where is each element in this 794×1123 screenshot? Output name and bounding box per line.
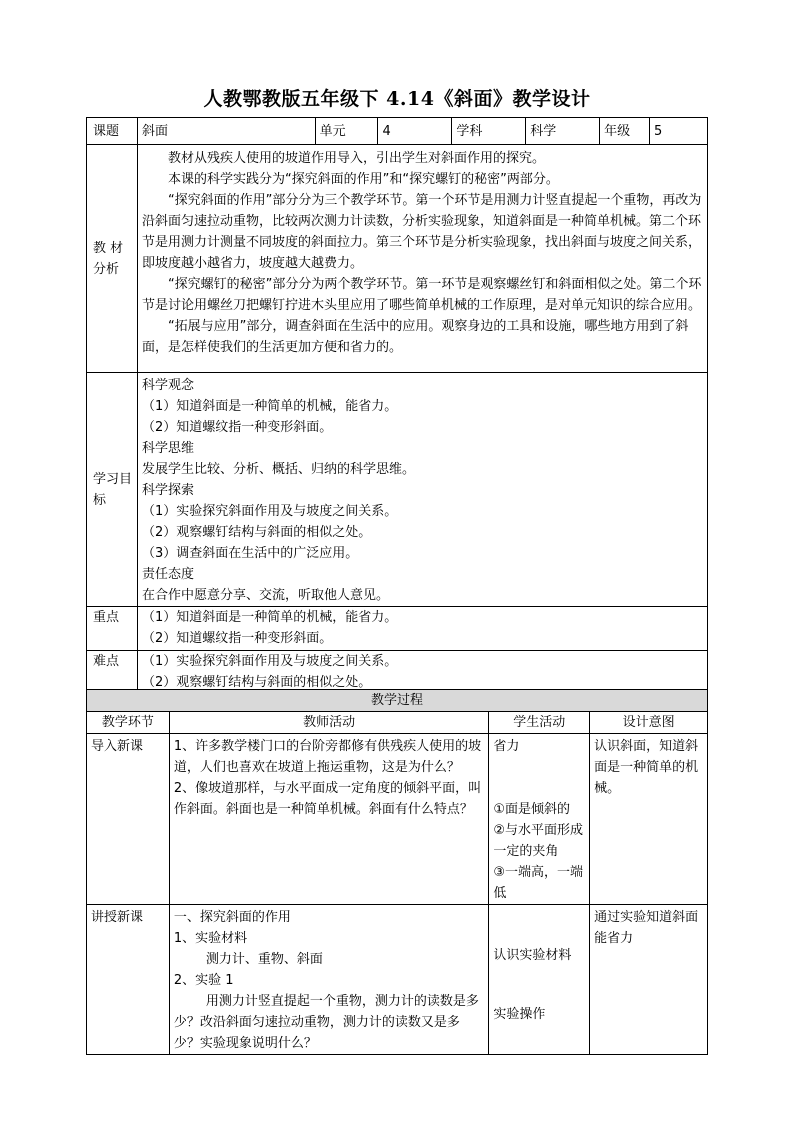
analysis-para: 本课的科学实践分为“探究斜面的作用”和“探究螺钉的秘密”两部分。 bbox=[167, 172, 559, 187]
student-line: ③一端高，一端低 bbox=[493, 865, 583, 901]
student-line: ①面是倾斜的 bbox=[493, 802, 570, 817]
goal-line: 责任态度 bbox=[141, 567, 194, 582]
analysis-para: “拓展与应用”部分，调查斜面在生活中的应用。观察身边的工具和设施，哪些地方用到了斜面，是怎样使我们的生活更加方便和省力的。 bbox=[141, 319, 689, 355]
student-line: ②与水平面形成一定的夹角 bbox=[493, 823, 583, 859]
intro-row bbox=[87, 734, 708, 905]
goals-row bbox=[87, 373, 708, 607]
subject-value: 科学 bbox=[526, 118, 600, 145]
goals-content bbox=[137, 373, 707, 607]
lesson-info-table bbox=[86, 117, 708, 694]
teacher-line: 1、许多教学楼门口的台阶旁都修有供残疾人使用的坡道，人们也喜欢在坡道上拖运重物，这是为什么？ bbox=[173, 739, 482, 775]
key-content bbox=[137, 607, 707, 651]
grade-label: 年级 bbox=[600, 118, 650, 145]
key-points-row bbox=[87, 607, 708, 651]
intro-teacher bbox=[169, 734, 488, 905]
intro-intent: 认识斜面，知道斜面是一种简单的机械。 bbox=[590, 734, 708, 905]
goal-line: 科学探索 bbox=[141, 483, 194, 498]
subject-label: 学科 bbox=[452, 118, 526, 145]
student-line: 认识实验材料 bbox=[493, 948, 572, 963]
info-row bbox=[87, 118, 708, 145]
lecture-intent: 通过实验知道斜面能省力 bbox=[590, 905, 708, 1055]
goal-line: 科学思维 bbox=[141, 441, 194, 456]
difficulty-line: （2）观察螺钉结构与斜面的相似之处。 bbox=[141, 675, 372, 690]
unit-value: 4 bbox=[378, 118, 452, 145]
unit-label: 单元 bbox=[315, 118, 378, 145]
analysis-para: “探究斜面的作用”部分分为三个教学环节。第一个环节是用测力计竖直提起一个重物，再改为沿斜面匀速拉动重物，比较两次测力计读数，分析实验现象，知道斜面是一种简单机械。第二个环节是用测力计测量不同坡度的斜面拉力。第三个环节是分析实验现象，找出斜面与坡度之间关系，即坡度越小越省力，坡度越大越费力。 bbox=[141, 193, 702, 271]
process-header: 教学过程 bbox=[87, 690, 708, 712]
key-line: （1）知道斜面是一种简单的机械，能省力。 bbox=[141, 610, 398, 625]
teacher-line: 1、实验材料 bbox=[173, 931, 248, 946]
intro-student bbox=[489, 734, 590, 905]
key-line: （2）知道螺纹指一种变形斜面。 bbox=[141, 631, 333, 646]
difficulty-content bbox=[137, 651, 707, 694]
process-header-row bbox=[87, 690, 708, 712]
process-columns-row bbox=[87, 712, 708, 734]
goal-line: （1）知道斜面是一种简单的机械，能省力。 bbox=[141, 399, 398, 414]
difficulty-label: 难点 bbox=[87, 651, 138, 694]
topic-value: 斜面 bbox=[137, 118, 315, 145]
difficulty-row bbox=[87, 651, 708, 694]
goals-label: 学习目标 bbox=[87, 373, 138, 607]
grade-value: 5 bbox=[650, 118, 708, 145]
topic-label: 课题 bbox=[87, 118, 138, 145]
teaching-process-table bbox=[86, 689, 708, 1055]
key-label: 重点 bbox=[87, 607, 138, 651]
teacher-line: 测力计、重物、斜面 bbox=[205, 952, 323, 967]
goal-line: 发展学生比较、分析、概括、归纳的科学思维。 bbox=[141, 462, 415, 477]
goal-line: 科学观念 bbox=[141, 378, 194, 393]
page-title: 人教鄂教版五年级下 4.14《斜面》教学设计 bbox=[203, 88, 591, 110]
student-line: 实验操作 bbox=[493, 1007, 546, 1022]
goal-line: 在合作中愿意分享、交流，听取他人意见。 bbox=[141, 588, 389, 603]
lecture-teacher bbox=[169, 905, 488, 1055]
goal-line: （3）调查斜面在生活中的广泛应用。 bbox=[141, 546, 359, 561]
teacher-line: 2、像坡道那样，与水平面成一定角度的倾斜平面，叫作斜面。斜面也是一种简单机械。斜面有什么特点？ bbox=[173, 781, 482, 817]
analysis-para: 教材从残疾人使用的坡道作用导入，引出学生对斜面作用的探究。 bbox=[167, 151, 545, 166]
col-teacher: 教师活动 bbox=[169, 712, 488, 734]
analysis-row bbox=[87, 145, 708, 373]
teacher-line: 2、实验 1 bbox=[173, 973, 234, 988]
col-intent: 设计意图 bbox=[590, 712, 708, 734]
teacher-line: 一、探究斜面的作用 bbox=[173, 910, 291, 925]
difficulty-line: （1）实验探究斜面作用及与坡度之间关系。 bbox=[141, 654, 398, 669]
analysis-label: 教 材分析 bbox=[87, 145, 138, 373]
analysis-content bbox=[137, 145, 707, 373]
goal-line: （2）观察螺钉结构与斜面的相似之处。 bbox=[141, 525, 372, 540]
lecture-student bbox=[489, 905, 590, 1055]
student-line: 省力 bbox=[493, 739, 520, 754]
col-stage: 教学环节 bbox=[87, 712, 170, 734]
intro-stage: 导入新课 bbox=[87, 734, 170, 905]
lecture-row bbox=[87, 905, 708, 1055]
teacher-line: 用测力计竖直提起一个重物，测力计的读数是多少？改沿斜面匀速拉动重物，测力计的读数又是多少？实验现象说明什么？ bbox=[173, 994, 479, 1051]
lecture-stage: 讲授新课 bbox=[87, 905, 170, 1055]
analysis-para: “探究螺钉的秘密”部分分为两个教学环节。第一环节是观察螺丝钉和斜面相似之处。第二个环节是讨论用螺丝刀把螺钉拧进木头里应用了哪些简单机械的工作原理，是对单元知识的综合应用。 bbox=[141, 277, 702, 313]
goal-line: （2）知道螺纹指一种变形斜面。 bbox=[141, 420, 333, 435]
col-student: 学生活动 bbox=[489, 712, 590, 734]
goal-line: （1）实验探究斜面作用及与坡度之间关系。 bbox=[141, 504, 398, 519]
